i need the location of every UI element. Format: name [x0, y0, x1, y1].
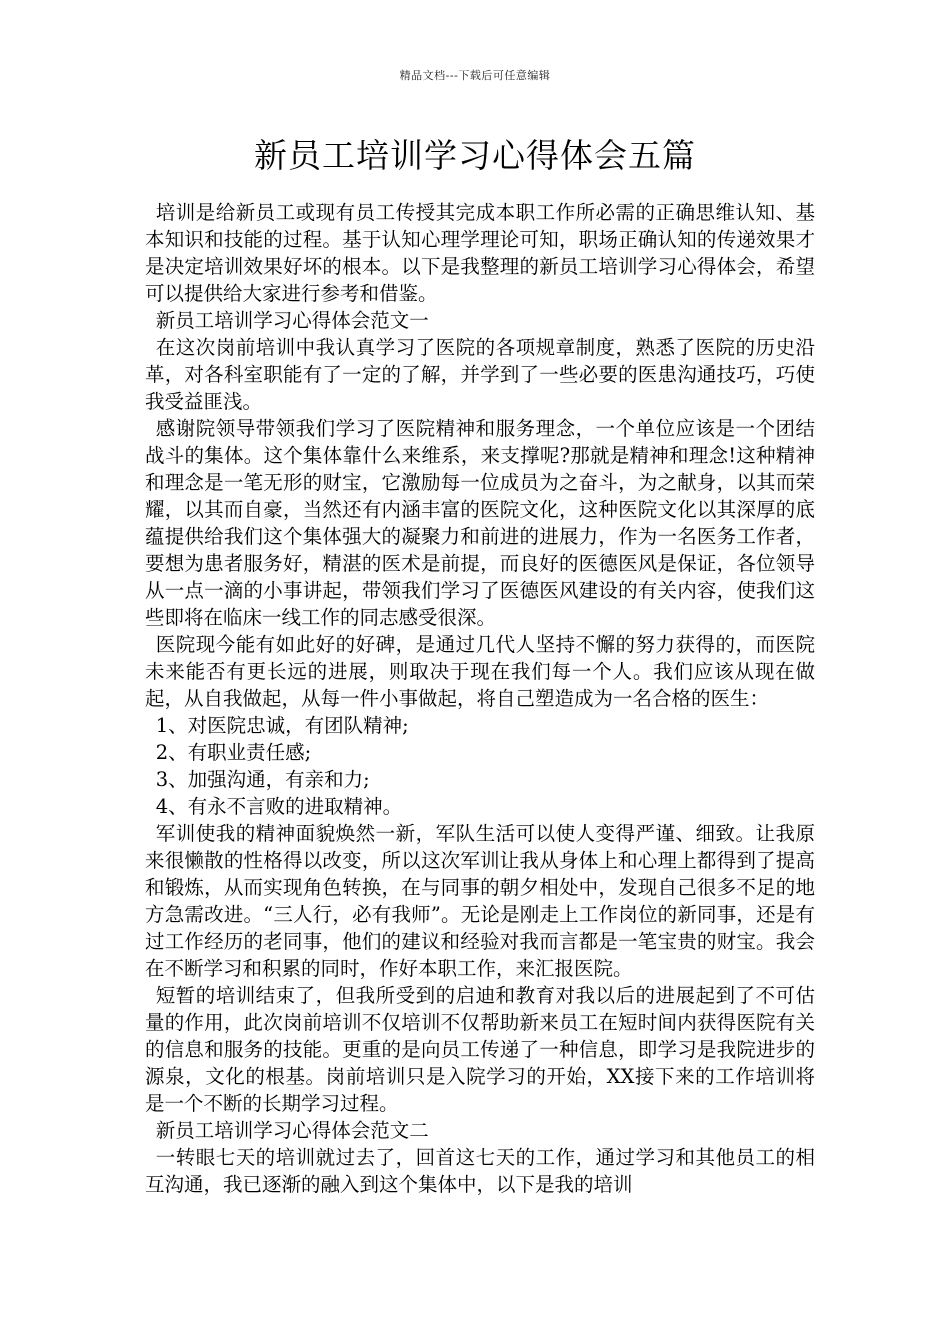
list-item: 2、有职业责任感; — [155, 741, 312, 764]
document-title: 新员工培训学习心得体会五篇 — [254, 136, 696, 175]
document-body — [145, 199, 815, 1198]
body-paragraph: 一转眼七天的培训就过去了，回首这七天的工作，通过学习和其他员工的相互沟通，我已逐渐的融入到这个集体中，以下是我的培训 — [145, 1146, 815, 1196]
list-item: 3、加强沟通，有亲和力; — [155, 768, 370, 791]
body-paragraph: 短暂的培训结束了，但我所受到的启迪和教育对我以后的进展起到了不可估量的作用，此次岗前培训不仅培训不仅帮助新来员工在短时间内获得医院有关的信息和服务的技能。更重的是向员工传递了一种信息，即学习是我院进步的源泉，文化的根基。岗前培训只是入院学习的开始，XX接下来的工作培训将是一个不断的长期学习过程。 — [145, 984, 815, 1115]
body-paragraph: 在这次岗前培训中我认真学习了医院的各项规章制度，熟悉了医院的历史沿革，对各科室职能有了一定的了解，并学到了一些必要的医患沟通技巧，巧使我受益匪浅。 — [145, 336, 815, 413]
body-paragraph: 感谢院领导带领我们学习了医院精神和服务理念，一个单位应该是一个团结战斗的集体。这个集体靠什么来维系，来支撑呢?那就是精神和理念!这种精神和理念是一笔无形的财宝，它激励每一位成员为之奋斗，为之献身，以其而荣耀，以其而自豪，当然还有内涵丰富的医院文化，这种医院文化以其深厚的底蕴提供给我们这个集体强大的凝聚力和前进的进展力，作为一名医务工作者，要想为患者服务好，精湛的医术是前提，而良好的医德医风是保证，各位领导从一点一滴的小事讲起，带领我们学习了医德医风建设的有关内容，使我们这些即将在临床一线工作的同志感受很深。 — [145, 417, 815, 629]
body-paragraph: 军训使我的精神面貌焕然一新，军队生活可以使人变得严谨、细致。让我原来很懒散的性格得以改变，所以这次军训让我从身体上和心理上都得到了提高和锻炼，从而实现角色转换，在与同事的朝夕相处中，发现自己很多不足的地方急需改进。“三人行，必有我师”。无论是刚走上工作岗位的新同事，还是有过工作经历的老同事，他们的建议和经验对我而言都是一笔宝贵的财宝。我会在不断学习和积累的同时，作好本职工作，来汇报医院。 — [145, 822, 815, 980]
list-item: 1、对医院忠诚，有团队精神; — [155, 714, 409, 737]
body-paragraph: 医院现今能有如此好的好碑，是通过几代人坚持不懈的努力获得的，而医院未来能否有更长远的进展，则取决于现在我们每一个人。我们应该从现在做起，从自我做起，从每一件小事做起，将自己塑造成为一名合格的医生： — [145, 633, 815, 710]
header-note: 精品文档---下载后可任意编辑 — [399, 69, 551, 82]
list-item: 4、有永不言败的进取精神。 — [155, 795, 403, 818]
intro-paragraph: 培训是给新员工或现有员工传授其完成本职工作所必需的正确思维认知、基本知识和技能的过程。基于认知心理学理论可知，职场正确认知的传递效果才是决定培训效果好坏的根本。以下是我整理的新员工培训学习心得体会，希望可以提供给大家进行参考和借鉴。 — [145, 201, 815, 305]
section-heading-sample-one: 新员工培训学习心得体会范文一 — [155, 309, 429, 332]
section-heading-sample-two: 新员工培训学习心得体会范文二 — [155, 1119, 429, 1142]
